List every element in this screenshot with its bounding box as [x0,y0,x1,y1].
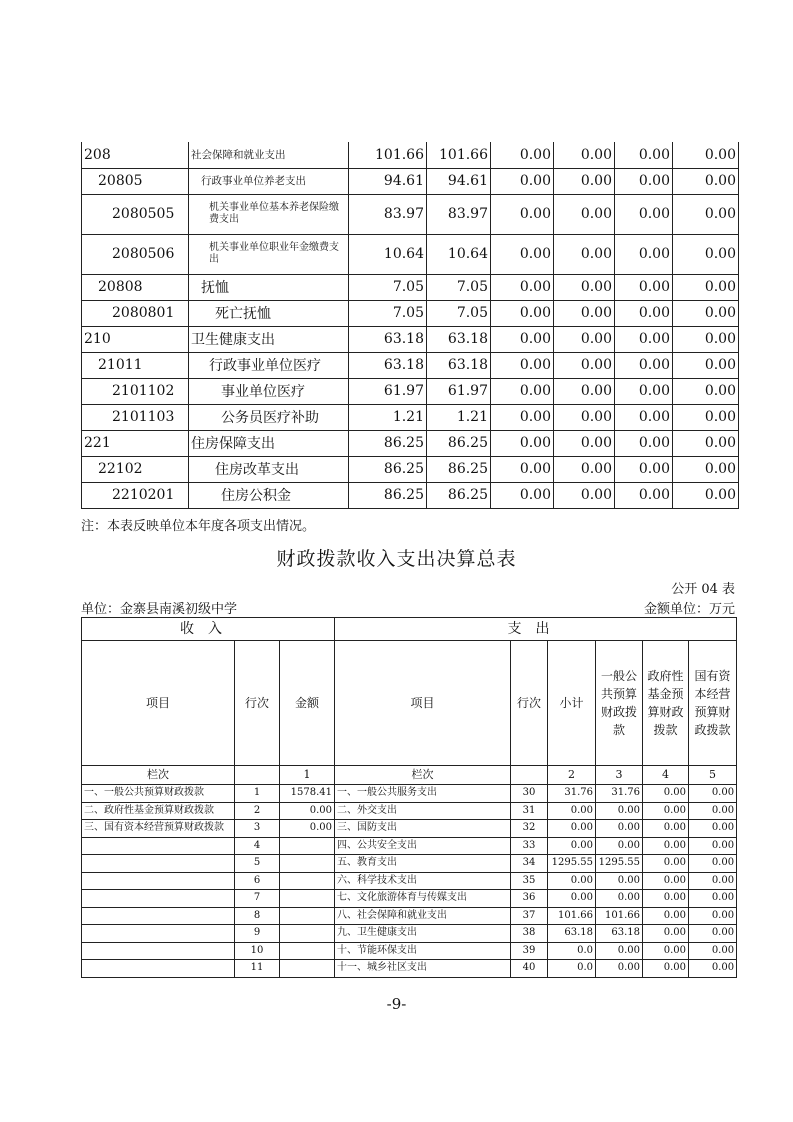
fiscal-summary-table [81,617,737,978]
col-income-amount: 金额 [280,641,335,766]
income-item [82,925,235,943]
expense-row-number: 40 [511,960,548,978]
income-amount [280,942,335,960]
subtotal-amount: 0.00 [548,837,596,855]
amount-cell: 86.25 [427,456,491,482]
fund-budget-amount: 0.00 [643,820,689,838]
amount-cell: 0.00 [554,168,615,194]
amount-cell: 0.00 [673,430,739,456]
amount-cell: 0.00 [615,326,673,352]
state-capital-amount: 0.00 [689,837,737,855]
amount-cell: 0.00 [491,404,554,430]
amount-cell: 0.00 [673,142,739,168]
col-income-item: 项目 [82,641,235,766]
state-capital-amount: 0.00 [689,960,737,978]
income-item [82,890,235,908]
amount-cell: 0.00 [615,378,673,404]
subtotal-amount: 1295.55 [548,855,596,873]
general-budget-amount: 0.00 [596,837,643,855]
amount-cell: 101.66 [427,142,491,168]
expense-row-number: 38 [511,925,548,943]
amount-cell: 0.00 [554,300,615,326]
income-amount [280,837,335,855]
expense-row-number: 36 [511,890,548,908]
subject-name: 机关事业单位职业年金缴费支出 [189,234,349,274]
income-amount [280,872,335,890]
amount-cell: 0.00 [673,168,739,194]
table-row [82,872,737,890]
amount-cell: 94.61 [349,168,427,194]
general-budget-amount: 0.00 [596,872,643,890]
subtotal-amount: 0.00 [548,820,596,838]
amount-unit-label: 金额单位：万元 [643,602,735,617]
table-row [82,326,739,352]
expense-item: 四、公共安全支出 [335,837,511,855]
amount-cell: 0.00 [615,234,673,274]
table-row [82,234,739,274]
subject-code: 2101102 [82,378,189,404]
amount-cell: 0.00 [673,378,739,404]
col-expense-item: 项目 [335,641,511,766]
table-row [82,785,737,803]
income-item [82,872,235,890]
subtotal-amount: 31.76 [548,785,596,803]
subject-code: 2080801 [82,300,189,326]
income-header: 收入 [82,618,335,641]
subtotal-amount: 0.00 [548,872,596,890]
subject-name: 抚恤 [189,274,349,300]
amount-cell: 1.21 [349,404,427,430]
income-row-number: 9 [235,925,280,943]
col-subtotal: 小计 [548,641,596,766]
table-row [82,300,739,326]
table-row [82,802,737,820]
expense-item: 五、教育支出 [335,855,511,873]
income-item: 一、一般公共预算财政拨款 [82,785,235,803]
expense-item: 二、外交支出 [335,802,511,820]
amount-cell: 83.97 [427,194,491,234]
amount-cell: 0.00 [615,456,673,482]
subject-name: 机关事业单位基本养老保险缴费支出 [189,194,349,234]
table-row [82,837,737,855]
table-row [82,404,739,430]
general-budget-amount: 0.00 [596,960,643,978]
amount-cell: 10.64 [427,234,491,274]
subject-name: 住房改革支出 [189,456,349,482]
expense-row-number: 33 [511,837,548,855]
general-budget-amount: 31.76 [596,785,643,803]
income-item [82,960,235,978]
amount-cell: 0.00 [491,326,554,352]
subject-name: 住房公积金 [189,482,349,508]
amount-cell: 63.18 [349,352,427,378]
fund-budget-amount: 0.00 [643,925,689,943]
income-amount: 1578.41 [280,785,335,803]
table-row [82,168,739,194]
income-item: 三、国有资本经营预算财政拨款 [82,820,235,838]
subject-code: 20808 [82,274,189,300]
fund-budget-amount: 0.00 [643,802,689,820]
subject-code: 210 [82,326,189,352]
table-row [82,482,739,508]
fund-budget-amount: 0.00 [643,907,689,925]
expense-item: 十一、城乡社区支出 [335,960,511,978]
subject-code: 2101103 [82,404,189,430]
expenditure-detail-table [81,142,739,509]
fund-budget-amount: 0.00 [643,855,689,873]
income-item [82,855,235,873]
income-row-number: 3 [235,820,280,838]
expense-row-number: 34 [511,855,548,873]
income-item [82,837,235,855]
col-number-4: 4 [643,766,689,785]
amount-cell: 0.00 [491,274,554,300]
general-budget-amount: 101.66 [596,907,643,925]
fiscal-summary-body [82,618,737,978]
amount-cell: 0.00 [615,430,673,456]
expense-item: 十、节能环保支出 [335,942,511,960]
col-general-budget: 一般公共预算财政拨款 [596,641,643,766]
subject-name: 社会保障和就业支出 [189,142,349,168]
amount-cell: 0.00 [673,194,739,234]
income-row-number: 11 [235,960,280,978]
amount-cell: 0.00 [491,352,554,378]
state-capital-amount: 0.00 [689,907,737,925]
expense-item: 八、社会保障和就业支出 [335,907,511,925]
subtotal-amount: 63.18 [548,925,596,943]
table-row [82,890,737,908]
col-expense-row: 行次 [511,641,548,766]
subject-name: 公务员医疗补助 [189,404,349,430]
amount-cell: 0.00 [554,456,615,482]
subtotal-amount: 0.00 [548,802,596,820]
table-row [82,378,739,404]
amount-cell: 7.05 [427,300,491,326]
expenditure-detail-body [82,142,739,508]
fund-budget-amount: 0.00 [643,837,689,855]
lanci-label: 栏次 [82,766,235,785]
amount-cell: 0.00 [554,482,615,508]
income-row-number: 10 [235,942,280,960]
amount-cell: 7.05 [427,274,491,300]
general-budget-amount: 0.00 [596,942,643,960]
amount-cell: 0.00 [554,194,615,234]
amount-cell: 0.00 [673,404,739,430]
amount-cell: 0.00 [491,456,554,482]
amount-cell: 0.00 [673,352,739,378]
subject-code: 22102 [82,456,189,482]
amount-cell: 0.00 [673,274,739,300]
amount-cell: 0.00 [673,234,739,274]
amount-cell: 0.00 [491,482,554,508]
income-item [82,907,235,925]
expense-row-number: 35 [511,872,548,890]
amount-cell: 0.00 [673,456,739,482]
state-capital-amount: 0.00 [689,872,737,890]
amount-cell: 0.00 [673,300,739,326]
subject-code: 2210201 [82,482,189,508]
general-budget-amount: 0.00 [596,820,643,838]
table-row [82,352,739,378]
amount-cell: 86.25 [427,430,491,456]
table-row [82,960,737,978]
col-fund-budget: 政府性基金预算财政拨款 [643,641,689,766]
amount-cell: 94.61 [427,168,491,194]
table-row [82,456,739,482]
subject-code: 21011 [82,352,189,378]
general-budget-amount: 0.00 [596,890,643,908]
col-income-row: 行次 [235,641,280,766]
income-amount: 0.00 [280,820,335,838]
page-title: 财政拨款收入支出决算总表 [276,548,517,570]
fund-budget-amount: 0.00 [643,872,689,890]
fund-budget-amount: 0.00 [643,785,689,803]
subtotal-amount: 101.66 [548,907,596,925]
amount-cell: 0.00 [491,194,554,234]
amount-cell: 0.00 [615,300,673,326]
lanci-label-2: 栏次 [335,766,511,785]
amount-cell: 86.25 [349,482,427,508]
subject-name: 行政事业单位养老支出 [189,168,349,194]
table-row [82,820,737,838]
amount-cell: 0.00 [554,326,615,352]
col-number-3: 3 [596,766,643,785]
subject-code: 2080505 [82,194,189,234]
subject-code: 208 [82,142,189,168]
amount-cell: 7.05 [349,300,427,326]
amount-cell: 83.97 [349,194,427,234]
amount-cell: 0.00 [554,430,615,456]
table-row [82,142,739,168]
income-row-number: 5 [235,855,280,873]
general-budget-amount: 1295.55 [596,855,643,873]
income-amount [280,907,335,925]
col-number-5: 5 [689,766,737,785]
income-row-number: 4 [235,837,280,855]
amount-cell: 63.18 [427,326,491,352]
subtotal-amount: 0.00 [548,890,596,908]
state-capital-amount: 0.00 [689,820,737,838]
state-capital-amount: 0.00 [689,785,737,803]
subject-name: 行政事业单位医疗 [189,352,349,378]
table-row [82,907,737,925]
subject-name: 死亡抚恤 [189,300,349,326]
amount-cell: 0.00 [615,482,673,508]
table-row [82,942,737,960]
amount-cell: 0.00 [615,274,673,300]
fund-budget-amount: 0.00 [643,942,689,960]
expense-item: 六、科学技术支出 [335,872,511,890]
amount-cell: 63.18 [349,326,427,352]
amount-cell: 0.00 [673,326,739,352]
table-row [82,194,739,234]
amount-cell: 10.64 [349,234,427,274]
amount-cell: 0.00 [491,378,554,404]
amount-cell: 1.21 [427,404,491,430]
state-capital-amount: 0.00 [689,855,737,873]
expense-row-number: 39 [511,942,548,960]
amount-cell: 0.00 [491,300,554,326]
expense-header: 支出 [335,618,737,641]
amount-cell: 0.00 [554,142,615,168]
expense-item: 三、国防支出 [335,820,511,838]
amount-cell: 61.97 [427,378,491,404]
subtotal-amount: 0.0 [548,942,596,960]
income-amount [280,925,335,943]
income-row-number: 1 [235,785,280,803]
expense-item: 九、卫生健康支出 [335,925,511,943]
table-row [82,274,739,300]
amount-cell: 7.05 [349,274,427,300]
subtotal-amount: 0.0 [548,960,596,978]
income-row-number: 8 [235,907,280,925]
expense-row-number: 32 [511,820,548,838]
income-item: 二、政府性基金预算财政拨款 [82,802,235,820]
general-budget-amount: 0.00 [596,802,643,820]
table-row [82,855,737,873]
amount-cell: 0.00 [491,234,554,274]
amount-cell: 0.00 [554,234,615,274]
income-row-number: 7 [235,890,280,908]
col-number-1: 1 [280,766,335,785]
subject-code: 221 [82,430,189,456]
page-number: -9- [386,995,407,1013]
form-code: 公开 04 表 [671,582,735,597]
col-number-2: 2 [548,766,596,785]
table-row [82,925,737,943]
state-capital-amount: 0.00 [689,890,737,908]
amount-cell: 86.25 [349,456,427,482]
col-state-capital: 国有资本经营预算财政拨款 [689,641,737,766]
income-amount: 0.00 [280,802,335,820]
amount-cell: 63.18 [427,352,491,378]
income-item [82,942,235,960]
amount-cell: 0.00 [554,274,615,300]
amount-cell: 86.25 [427,482,491,508]
amount-cell: 0.00 [615,352,673,378]
amount-cell: 0.00 [615,168,673,194]
income-row-number: 2 [235,802,280,820]
amount-cell: 0.00 [491,142,554,168]
amount-cell: 0.00 [554,378,615,404]
general-budget-amount: 63.18 [596,925,643,943]
income-row-number: 6 [235,872,280,890]
amount-cell: 0.00 [491,430,554,456]
amount-cell: 61.97 [349,378,427,404]
fund-budget-amount: 0.00 [643,960,689,978]
amount-cell: 0.00 [491,168,554,194]
state-capital-amount: 0.00 [689,942,737,960]
income-amount [280,855,335,873]
subject-name: 事业单位医疗 [189,378,349,404]
amount-cell: 0.00 [615,194,673,234]
table-note: 注：本表反映单位本年度各项支出情况。 [81,519,316,534]
expense-row-number: 31 [511,802,548,820]
expense-row-number: 37 [511,907,548,925]
expense-item: 七、文化旅游体育与传媒支出 [335,890,511,908]
state-capital-amount: 0.00 [689,925,737,943]
income-amount [280,960,335,978]
income-amount [280,890,335,908]
amount-cell: 0.00 [554,404,615,430]
fund-budget-amount: 0.00 [643,890,689,908]
subject-code: 20805 [82,168,189,194]
amount-cell: 0.00 [615,142,673,168]
subject-name: 住房保障支出 [189,430,349,456]
subject-name: 卫生健康支出 [189,326,349,352]
amount-cell: 0.00 [615,404,673,430]
amount-cell: 0.00 [673,482,739,508]
amount-cell: 101.66 [349,142,427,168]
state-capital-amount: 0.00 [689,802,737,820]
expense-row-number: 30 [511,785,548,803]
amount-cell: 86.25 [349,430,427,456]
expense-item: 一、一般公共服务支出 [335,785,511,803]
table-row [82,430,739,456]
unit-label: 单位：金寨县南溪初级中学 [81,602,238,617]
amount-cell: 0.00 [554,352,615,378]
subject-code: 2080506 [82,234,189,274]
